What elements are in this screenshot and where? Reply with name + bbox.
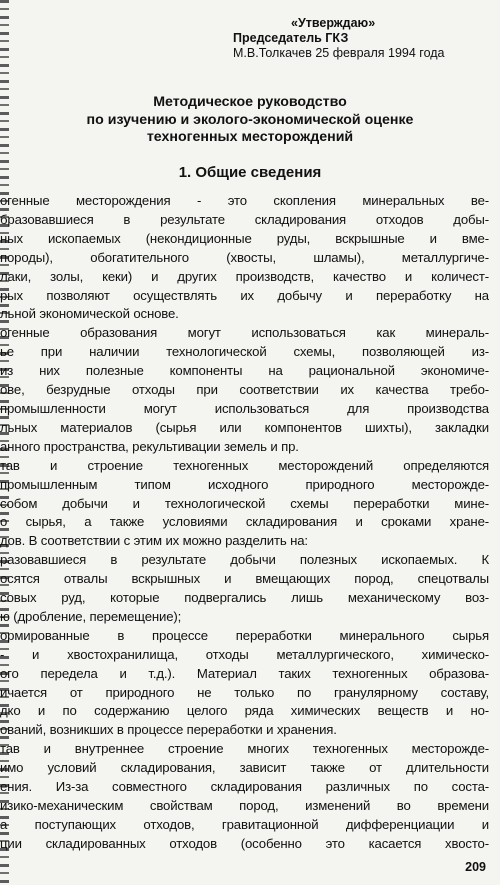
approval-heading: «Утверждаю» [291, 16, 376, 30]
text-line: рых позволяют осуществлять их добычу и переработку на [0, 287, 489, 303]
section-heading: 1. Общие сведения [178, 164, 322, 181]
approval-signature-date: М.В.Толкачев 25 февраля 1994 года [233, 46, 445, 60]
text-line: тав и внутреннее строение многих техногенных месторожде- [0, 741, 489, 757]
text-line: бразовавшиеся в результате складирования отходов добы- [0, 211, 489, 227]
title-line: техногенных месторождений [146, 129, 354, 145]
text-line: ю (дробление, перемещение); [0, 608, 182, 624]
text-line: породы), обогатительного (хвосты, шламы), металлургиче- [0, 249, 489, 265]
text-line: собом добычи и технологической схемы переработки мине- [0, 495, 489, 511]
approval-position: Председатель ГКЗ [233, 31, 349, 45]
text-line: имо условий складирования, зависит также от длительности [0, 760, 489, 776]
page-number: 209 [465, 860, 486, 874]
text-line: ований, возникших в процессе переработки и хранения. [0, 722, 337, 738]
text-line: ове, безрудные отходы при соответствии их качества требо- [0, 382, 489, 398]
text-line: ичается от природного не только по гранулярному составу, [0, 684, 489, 700]
text-line: огенные месторождения - это скопления минеральных ве- [0, 193, 489, 208]
text-line: льных материалов (сырья или компонентов шихты), закладки [0, 419, 489, 435]
title-line: по изучению и эколого-экономической оценке [86, 111, 414, 128]
text-line: о сырья, а также условиями складирования и сроками хране- [0, 514, 489, 530]
text-line: осятся отвалы вскрышных и вмещающих пород, спецотвалы [0, 571, 489, 587]
text-line: ных ископаемых (некондиционные руды, вскрышные и вме- [0, 230, 489, 246]
text-line: ье при наличии технологической схемы, позволяющей из- [0, 344, 489, 360]
title-line: Методическое руководство [153, 94, 347, 110]
text-line: лаки, золы, кеки) и других производств, качество и количест- [0, 268, 489, 284]
text-line: ормированные в процессе переработки минерального сырья [0, 627, 489, 643]
text-line: дко и по содержанию целого ряда химических веществ и но- [0, 703, 489, 719]
text-line: промышленности могут использоваться для производства [0, 400, 489, 416]
text-line: разовавшиеся в результате добычи полезных ископаемых. К [0, 552, 489, 568]
text-line: тав и строение техногенных месторождений определяются [0, 457, 489, 473]
text-line: - и хвостохранилища, отходы металлургического, химическо- [0, 646, 489, 662]
text-line: дов. В соответствии с этим их можно разделить на: [0, 533, 308, 549]
text-line: совых руд, которые подвергались лишь механическому воз- [0, 590, 489, 606]
approval-block [233, 16, 495, 61]
text-line: огенные образования могут использоваться как минераль- [0, 325, 489, 341]
text-line: льной экономической основе. [0, 306, 179, 322]
text-line: а поступающих отходов, гравитационной дифференциации и [0, 816, 489, 832]
text-line: анного пространства, рекультивации земель и пр. [0, 438, 299, 454]
text-line: ого передела и т.д.). Материал таких техногенных образова- [0, 665, 489, 681]
text-line: изико-механическим свойствам пород, изменений во времени [0, 798, 489, 813]
body-text [0, 192, 489, 854]
document-title [0, 94, 500, 147]
text-line: ции складированных отходов (особенно это касается хвосто- [0, 835, 489, 851]
text-line: промышленным типом исходного природного месторожде- [0, 476, 489, 492]
text-line: ения. Из-за совместного складирования различных по соста- [0, 779, 489, 795]
text-line: из них полезные компоненты на рациональной экономиче- [0, 363, 489, 379]
